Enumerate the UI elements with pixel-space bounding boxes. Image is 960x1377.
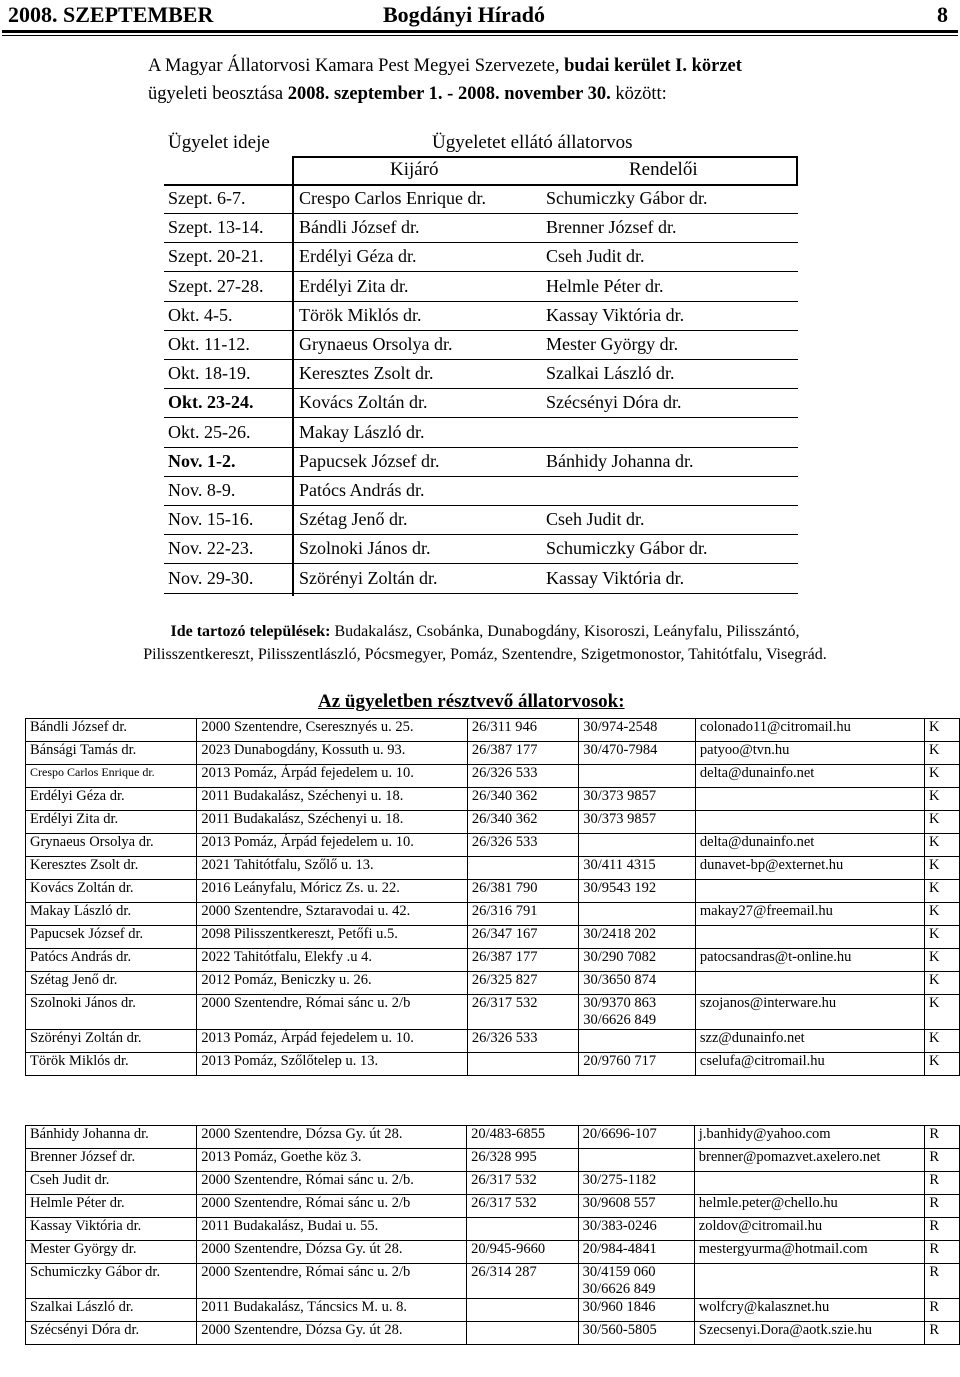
schedule-rendeloi: Schumiczky Gábor dr. (546, 538, 708, 559)
schedule-kijaro: Szörényi Zoltán dr. (299, 567, 438, 588)
vet-phone (467, 1053, 578, 1076)
vet-name: Helmle Péter dr. (26, 1195, 197, 1218)
schedule-date: Okt. 23-24. (168, 392, 254, 413)
vet-email: patocsandras@t-online.hu (695, 949, 924, 972)
vet-mobile: 30/960 1846 (578, 1299, 694, 1322)
schedule-kijaro: Crespo Carlos Enrique dr. (299, 188, 486, 208)
vet-mobile-1: 30/9370 863 (583, 995, 657, 1011)
vet-address: 2013 Pomáz, Árpád fejedelem u. 10. (197, 765, 468, 788)
vet-mobile: 30/3650 874 (579, 972, 696, 995)
vet-row (26, 1322, 960, 1345)
vet-mobile: 30/9608 557 (578, 1195, 694, 1218)
vet-phone: 26/347 167 (467, 926, 578, 949)
vet-row (26, 1172, 960, 1195)
vet-type: R (925, 1264, 960, 1299)
vets-table-rendeloi (25, 1125, 960, 1345)
vet-row (26, 949, 960, 972)
schedule-date: Okt. 4-5. (168, 304, 233, 325)
vet-phone: 26/317 532 (467, 995, 578, 1030)
schedule-rendeloi: Cseh Judit dr. (546, 509, 645, 530)
vet-email: wolfcry@kalasznet.hu (694, 1299, 925, 1322)
schedule-row-rule (164, 593, 798, 594)
vet-mobile (579, 903, 696, 926)
vet-type: K (925, 949, 960, 972)
vet-phone: 26/328 995 (467, 1149, 579, 1172)
schedule-rendeloi: Helmle Péter dr. (546, 275, 664, 296)
vets-table-kijaro (25, 718, 960, 1076)
schedule-row-rule (164, 417, 798, 418)
col-vet: Ügyeletet ellátó állatorvos (432, 132, 633, 153)
vet-row (26, 995, 960, 1030)
schedule-row-rule (164, 301, 798, 302)
vet-name: Mester György dr. (26, 1241, 197, 1264)
schedule-kijaro: Grynaeus Orsolya dr. (299, 334, 453, 354)
vet-mobile (578, 1149, 694, 1172)
vet-address: 2000 Szentendre, Római sánc u. 2/b (197, 1264, 467, 1299)
vet-mobile-2: 30/6626 849 (582, 1281, 656, 1297)
schedule-kijaro: Keresztes Zsolt dr. (299, 363, 434, 384)
schedule-kijaro: Makay László dr. (299, 421, 425, 442)
vet-row (26, 1195, 960, 1218)
schedule-row-rule (164, 563, 798, 564)
schedule-kijaro: Kovács Zoltán dr. (299, 392, 428, 413)
schedule-date: Szept. 13-14. (168, 217, 264, 238)
vet-name: Szalkai László dr. (26, 1299, 197, 1322)
vet-name: Bánsági Tamás dr. (26, 742, 197, 765)
vet-row (26, 1149, 960, 1172)
vet-address: 2013 Pomáz, Szőlőtelep u. 13. (197, 1053, 468, 1076)
vet-address: 2013 Pomáz, Árpád fejedelem u. 10. (197, 1030, 468, 1053)
vet-address: 2023 Dunabogdány, Kossuth u. 93. (197, 742, 468, 765)
schedule-date: Szept. 27-28. (168, 275, 264, 296)
schedule-kijaro: Szolnoki János dr. (299, 538, 431, 559)
vet-name: Schumiczky Gábor dr. (26, 1264, 197, 1299)
vet-address: 2016 Leányfalu, Móricz Zs. u. 22. (197, 880, 468, 903)
vet-row (26, 788, 960, 811)
schedule-date: Nov. 8-9. (168, 480, 236, 500)
schedule-row-rule (164, 388, 798, 389)
vet-name: Erdélyi Zita dr. (26, 811, 197, 834)
schedule-kijaro: Erdélyi Géza dr. (299, 246, 417, 267)
vet-row (26, 972, 960, 995)
page-header (0, 0, 960, 28)
schedule-date: Nov. 1-2. (168, 450, 236, 471)
vet-phone: 26/387 177 (467, 949, 578, 972)
vet-phone: 26/387 177 (467, 742, 578, 765)
vet-email: Szecsenyi.Dora@aotk.szie.hu (694, 1322, 925, 1345)
schedule-rendeloi: Szécsényi Dóra dr. (546, 392, 682, 413)
vet-name: Szörényi Zoltán dr. (26, 1030, 197, 1053)
vet-address: 2013 Pomáz, Goethe köz 3. (197, 1149, 467, 1172)
schedule-row-rule (164, 213, 798, 214)
vet-row (26, 1264, 960, 1299)
towns-paragraph (120, 620, 850, 666)
vet-address: 2000 Szentendre, Dózsa Gy. út 28. (197, 1241, 467, 1264)
vet-type: K (925, 880, 960, 903)
schedule-right-edge (796, 156, 798, 186)
vet-email: szz@dunainfo.net (695, 1030, 924, 1053)
vet-type: K (925, 719, 960, 742)
vet-address: 2012 Pomáz, Beniczky u. 26. (197, 972, 468, 995)
vet-phone: 26/325 827 (467, 972, 578, 995)
vet-mobile: 30/9543 192 (579, 880, 696, 903)
vet-name: Patócs András dr. (26, 949, 197, 972)
vet-address: 2000 Szentendre, Dózsa Gy. út 28. (197, 1322, 467, 1345)
vet-email: zoldov@citromail.hu (694, 1218, 925, 1241)
vet-mobile (579, 765, 696, 788)
schedule-kijaro: Bándli József dr. (299, 217, 420, 238)
vet-phone: 26/314 287 (467, 1264, 579, 1299)
schedule-rendeloi: Bánhidy Johanna dr. (546, 450, 694, 471)
vet-type: R (925, 1172, 960, 1195)
vet-name: Erdélyi Géza dr. (26, 788, 197, 811)
schedule-kijaro: Patócs András dr. (299, 480, 425, 500)
vet-mobile-2: 30/6626 849 (583, 1012, 657, 1028)
header-rule-thin (2, 35, 958, 36)
newspaper-title: Bogdányi Híradó (383, 2, 545, 27)
vet-row (26, 1053, 960, 1076)
vet-phone: 26/317 532 (467, 1172, 579, 1195)
vet-type: R (925, 1218, 960, 1241)
vet-row (26, 926, 960, 949)
vet-row (26, 811, 960, 834)
vet-phone (467, 1322, 579, 1345)
vet-row (26, 834, 960, 857)
vet-name: Keresztes Zsolt dr. (26, 857, 197, 880)
vet-type: R (925, 1149, 960, 1172)
vet-address: 2000 Szentendre, Sztaravodai u. 42. (197, 903, 468, 926)
vet-phone (467, 857, 578, 880)
vet-mobile (579, 834, 696, 857)
vet-name: Grynaeus Orsolya dr. (26, 834, 197, 857)
vet-email (695, 811, 924, 834)
schedule-row-rule (164, 505, 798, 506)
vet-type: K (925, 995, 960, 1030)
schedule-col-divider (292, 156, 294, 596)
vet-name: Kassay Viktória dr. (26, 1218, 197, 1241)
vet-email (695, 972, 924, 995)
vet-name: Cseh Judit dr. (26, 1172, 197, 1195)
vet-email: delta@dunainfo.net (695, 765, 924, 788)
schedule-kijaro: Papucsek József dr. (299, 450, 440, 471)
vet-mobile: 20/6696-107 (578, 1126, 694, 1149)
towns-label: Ide tartozó települések: (170, 623, 331, 640)
vet-mobile: 30/275-1182 (578, 1172, 694, 1195)
vet-row (26, 1299, 960, 1322)
vet-row (26, 742, 960, 765)
vet-row (26, 1218, 960, 1241)
vet-phone: 26/317 532 (467, 1195, 579, 1218)
vet-phone: 26/326 533 (467, 834, 578, 857)
vet-mobile: 30/974-2548 (579, 719, 696, 742)
vet-mobile: 20/9760 717 (579, 1053, 696, 1076)
vet-phone: 26/381 790 (467, 880, 578, 903)
vet-type: K (925, 926, 960, 949)
vet-email: colonado11@citromail.hu (695, 719, 924, 742)
vet-mobile: 30/383-0246 (578, 1218, 694, 1241)
schedule-kijaro: Szétag Jenő dr. (299, 509, 408, 530)
schedule-date: Okt. 18-19. (168, 363, 251, 384)
vet-address: 2098 Pilisszentkereszt, Petőfi u.5. (197, 926, 468, 949)
vet-mobile: 20/984-4841 (578, 1241, 694, 1264)
vet-row (26, 880, 960, 903)
vet-address: 2000 Szentendre, Dózsa Gy. út 28. (197, 1126, 467, 1149)
vet-mobile (579, 995, 696, 1030)
vet-email (694, 1264, 925, 1299)
participants-title: Az ügyeletben résztvevő állatorvosok: (318, 691, 625, 712)
schedule-rendeloi: Kassay Viktória dr. (546, 567, 685, 588)
vet-name: Crespo Carlos Enrique dr. (26, 765, 197, 788)
vet-mobile: 30/470-7984 (579, 742, 696, 765)
vet-name: Papucsek József dr. (26, 926, 197, 949)
schedule-date: Nov. 29-30. (168, 567, 254, 588)
schedule-date: Okt. 11-12. (168, 334, 250, 354)
vet-phone: 20/945-9660 (467, 1241, 579, 1264)
vet-type: K (925, 857, 960, 880)
vet-phone: 20/483-6855 (467, 1126, 579, 1149)
vet-name: Makay László dr. (26, 903, 197, 926)
vet-name: Török Miklós dr. (26, 1053, 197, 1076)
vet-mobile (579, 1030, 696, 1053)
vet-email: patyoo@tvn.hu (695, 742, 924, 765)
vet-phone (467, 1218, 579, 1241)
vet-address: 2022 Tahitótfalu, Elekfy .u 4. (197, 949, 468, 972)
vet-mobile: 30/560-5805 (578, 1322, 694, 1345)
vet-mobile: 30/373 9857 (579, 811, 696, 834)
vet-address: 2011 Budakalász, Széchenyi u. 18. (197, 811, 468, 834)
vet-name: Szétag Jenő dr. (26, 972, 197, 995)
vet-email (695, 880, 924, 903)
schedule-row-rule (164, 476, 798, 477)
schedule-kijaro: Török Miklós dr. (299, 304, 422, 325)
schedule-row-rule (164, 359, 798, 360)
vet-row (26, 1241, 960, 1264)
vet-row (26, 765, 960, 788)
schedule-rendeloi: Cseh Judit dr. (546, 246, 645, 267)
vet-type: R (925, 1195, 960, 1218)
schedule-kijaro: Erdélyi Zita dr. (299, 275, 409, 296)
vet-email (695, 926, 924, 949)
vet-email: makay27@freemail.hu (695, 903, 924, 926)
vet-mobile (578, 1264, 694, 1299)
schedule-date: Nov. 22-23. (168, 538, 254, 559)
vet-type: K (925, 742, 960, 765)
vet-row (26, 1126, 960, 1149)
vet-type: K (925, 903, 960, 926)
intro-text: A Magyar Állatorvosi Kamara Pest Megyei Szervezete, budai kerület I. körzet ügyeleti beosztása 2008. szeptember 1. - 2008. november 30. között: (148, 56, 742, 104)
col-duty-time: Ügyelet ideje (168, 132, 270, 153)
vet-address: 2000 Szentendre, Római sánc u. 2/b (197, 995, 468, 1030)
schedule-rendeloi: Schumiczky Gábor dr. (546, 188, 708, 208)
vet-phone: 26/316 791 (467, 903, 578, 926)
vet-name: Szolnoki János dr. (26, 995, 197, 1030)
towns-list: Budakalász, Csobánka, Dunabogdány, Kisoroszi, Leányfalu, Pilisszántó, Pilisszentkereszt, Pilisszentlászló, Pócsmegyer, Pomáz, Szentendre, Szigetmonostor, Tahitótfalu, Visegrád. (143, 623, 827, 663)
vet-mobile: 30/290 7082 (579, 949, 696, 972)
vet-name: Szécsényi Dóra dr. (26, 1322, 197, 1345)
schedule-rendeloi: Kassay Viktória dr. (546, 304, 685, 325)
vet-mobile-1: 30/4159 060 (582, 1264, 656, 1280)
vet-address: 2013 Pomáz, Árpád fejedelem u. 10. (197, 834, 468, 857)
vet-address: 2000 Szentendre, Cseresznyés u. 25. (197, 719, 468, 742)
vet-type: K (925, 1053, 960, 1076)
vet-mobile: 30/411 4315 (579, 857, 696, 880)
vet-phone: 26/326 533 (467, 765, 578, 788)
schedule-rendeloi: Mester György dr. (546, 334, 679, 354)
schedule-row-rule (164, 242, 798, 243)
vet-email (695, 788, 924, 811)
col-rendeloi: Rendelői (629, 159, 698, 180)
vet-email: helmle.peter@chello.hu (694, 1195, 925, 1218)
vet-type: R (925, 1299, 960, 1322)
vet-email (694, 1172, 925, 1195)
schedule-rendeloi: Szalkai László dr. (546, 363, 675, 384)
vet-type: R (925, 1322, 960, 1345)
vet-type: K (925, 1030, 960, 1053)
vet-type: K (925, 788, 960, 811)
vet-name: Bándli József dr. (26, 719, 197, 742)
col-kijaro: Kijáró (390, 159, 439, 180)
schedule-date: Szept. 6-7. (168, 188, 246, 208)
vet-name: Kovács Zoltán dr. (26, 880, 197, 903)
vet-email: j.banhidy@yahoo.com (694, 1126, 925, 1149)
vet-phone: 26/311 946 (467, 719, 578, 742)
vet-type: R (925, 1126, 960, 1149)
vet-email: delta@dunainfo.net (695, 834, 924, 857)
vet-phone: 26/326 533 (467, 1030, 578, 1053)
schedule-row-rule (164, 330, 798, 331)
vet-name: Brenner József dr. (26, 1149, 197, 1172)
vet-type: K (925, 811, 960, 834)
vet-email: szojanos@interware.hu (695, 995, 924, 1030)
schedule-date: Okt. 25-26. (168, 421, 251, 442)
vet-address: 2021 Tahitótfalu, Szőlő u. 13. (197, 857, 468, 880)
vet-phone: 26/340 362 (467, 811, 578, 834)
vet-row (26, 903, 960, 926)
vet-address: 2011 Budakalász, Széchenyi u. 18. (197, 788, 468, 811)
issue-date: 2008. SZEPTEMBER (8, 2, 214, 27)
schedule-row-rule (164, 271, 798, 272)
vet-email: dunavet-bp@externet.hu (695, 857, 924, 880)
vet-address: 2000 Szentendre, Római sánc u. 2/b (197, 1195, 467, 1218)
vet-email: brenner@pomazvet.axelero.net (694, 1149, 925, 1172)
vet-row (26, 857, 960, 880)
vet-row (26, 1030, 960, 1053)
vet-address: 2000 Szentendre, Római sánc u. 2/b. (197, 1172, 467, 1195)
vet-mobile: 30/2418 202 (579, 926, 696, 949)
page-number: 8 (937, 2, 948, 27)
vet-phone: 26/340 362 (467, 788, 578, 811)
vet-email: mestergyurma@hotmail.com (694, 1241, 925, 1264)
vet-address: 2011 Budakalász, Budai u. 55. (197, 1218, 467, 1241)
vet-mobile: 30/373 9857 (579, 788, 696, 811)
schedule-rendeloi: Brenner József dr. (546, 217, 677, 238)
vet-type: R (925, 1241, 960, 1264)
vet-address: 2011 Budakalász, Táncsics M. u. 8. (197, 1299, 467, 1322)
vet-phone (467, 1299, 579, 1322)
vet-name: Bánhidy Johanna dr. (26, 1126, 197, 1149)
schedule-rule-head (164, 184, 798, 186)
vet-row (26, 719, 960, 742)
header-rule (2, 30, 958, 33)
vet-type: K (925, 972, 960, 995)
schedule-row-rule (164, 534, 798, 535)
schedule-date: Nov. 15-16. (168, 509, 254, 530)
schedule-date: Szept. 20-21. (168, 246, 264, 267)
schedule-rule-top (292, 156, 798, 158)
vet-type: K (925, 834, 960, 857)
vet-type: K (925, 765, 960, 788)
vet-email: cselufa@citromail.hu (695, 1053, 924, 1076)
schedule-row-rule (164, 447, 798, 448)
